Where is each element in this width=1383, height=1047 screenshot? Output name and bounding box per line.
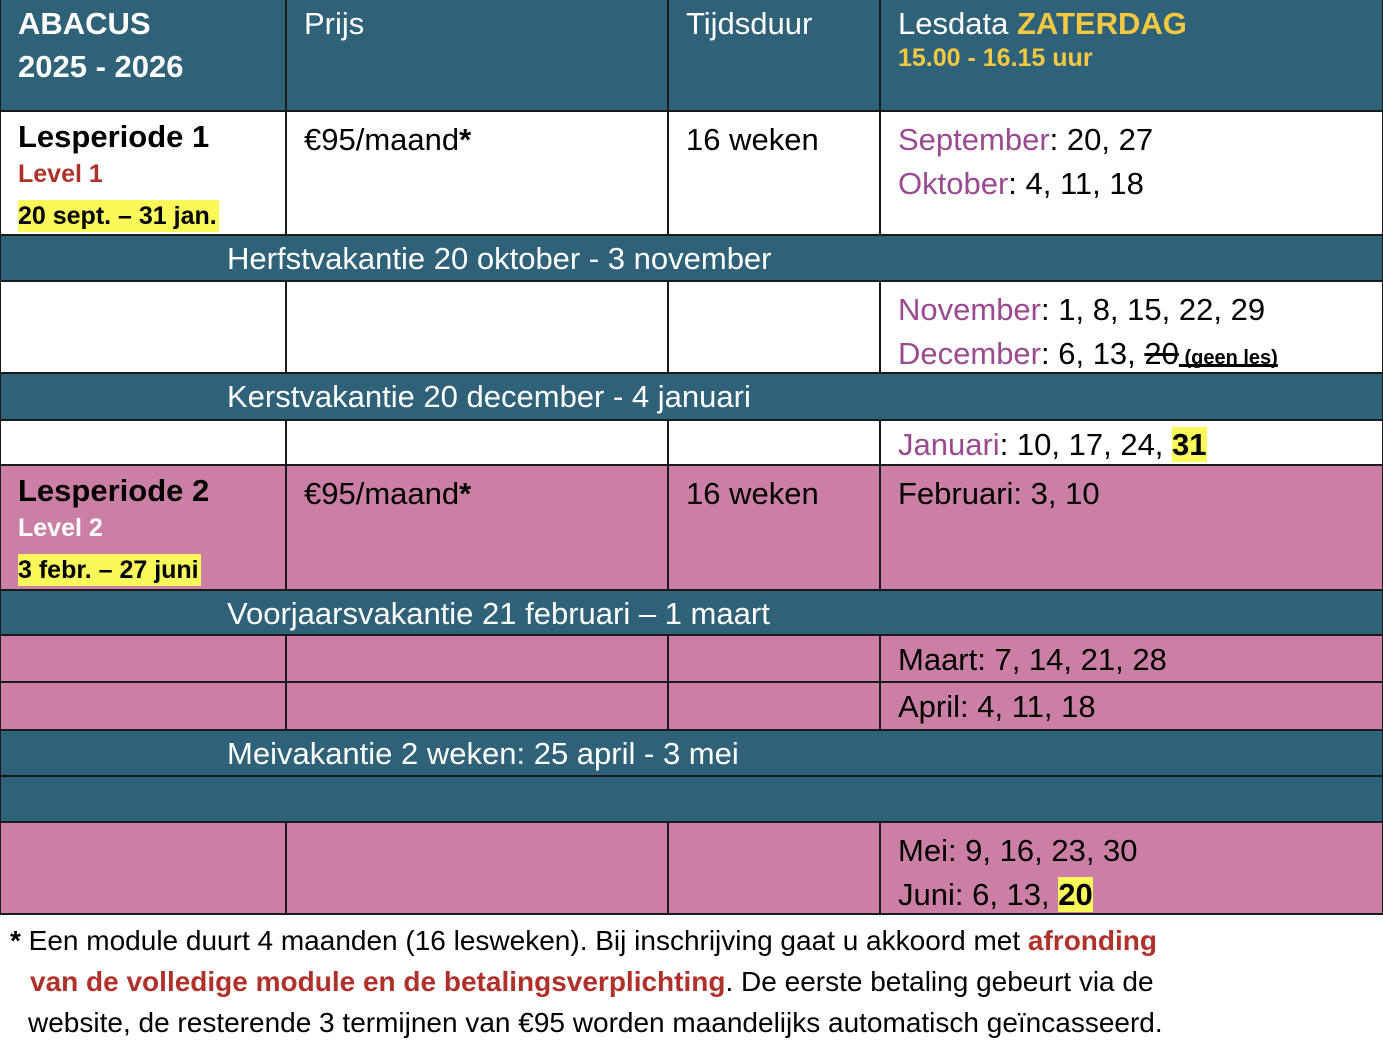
- footnote-text2: . De eerste betaling gebeurt via de: [725, 966, 1154, 998]
- december-cancelled-note: (geen les): [1178, 347, 1278, 370]
- holiday-band-empty: [1, 777, 1383, 823]
- novdec-cell-empty-1: [1, 282, 287, 374]
- april-cell-dates: [881, 683, 1383, 731]
- mayjune-cell-dates: [881, 823, 1383, 915]
- period2-price-mark: *: [459, 476, 472, 511]
- header-cell-dates: [881, 0, 1383, 112]
- december-month: December: [898, 336, 1041, 372]
- june-days: Juni: 6, 13,: [898, 877, 1059, 913]
- header-dates-day: ZATERDAG: [1016, 6, 1187, 41]
- novdec-cell-dates: [881, 282, 1383, 374]
- period2-cell-name: [1, 466, 287, 591]
- period2-duration: 16 weken: [686, 476, 819, 511]
- holiday-band-may: [1, 731, 1383, 777]
- period2-cell-dates: [881, 466, 1383, 591]
- april-line: April: 4, 11, 18: [898, 689, 1096, 724]
- period2-price: €95/maand: [304, 476, 460, 511]
- may-line: Mei: 9, 16, 23, 30: [898, 833, 1138, 868]
- april-cell-empty-2: [287, 683, 669, 731]
- period1-cell-price: [287, 112, 669, 236]
- period1-cell-name: [1, 112, 287, 236]
- period1-range: 20 sept. – 31 jan.: [18, 200, 219, 233]
- november-month: November: [898, 292, 1041, 327]
- december-cancelled-day: [1144, 336, 1277, 371]
- period1-cell-dates: [881, 112, 1383, 236]
- novdec-cell-empty-2: [287, 282, 669, 374]
- june-highlight-day: 20: [1058, 877, 1093, 913]
- period2-level: Level 2: [18, 513, 103, 542]
- january-days: : 10, 17, 24,: [999, 427, 1173, 462]
- march-cell-dates: [881, 636, 1383, 683]
- footnote-text1: Een module duurt 4 maanden (16 lesweken). Bij inschrijving gaat u akkoord met: [20, 925, 1028, 956]
- period1-price-mark: *: [459, 122, 472, 157]
- period2-cell-duration: [669, 466, 881, 591]
- novdec-cell-empty-3: [669, 282, 881, 374]
- march-cell-empty-1: [1, 636, 287, 683]
- holiday-band-christmas: [1, 374, 1383, 421]
- period1-level: Level 1: [18, 159, 103, 188]
- october-line: [898, 162, 1382, 206]
- holiday-spring-label: Voorjaarsvakantie 21 februari – 1 maart: [227, 596, 770, 631]
- period1-cell-duration: [669, 112, 881, 236]
- november-line: [898, 288, 1382, 332]
- january-cell-empty-2: [287, 421, 669, 466]
- header-dates-prefix: Lesdata: [898, 6, 1017, 41]
- march-cell-empty-2: [287, 636, 669, 683]
- march-cell-empty-3: [669, 636, 881, 683]
- january-cell-empty-3: [669, 421, 881, 466]
- header-cell-duration: [669, 0, 881, 112]
- header-title-line1: ABACUS: [18, 6, 151, 41]
- january-cell-empty-1: [1, 421, 287, 466]
- header-cell-price: [287, 0, 669, 112]
- april-cell-empty-3: [669, 683, 881, 731]
- holiday-band-spring: [1, 591, 1383, 636]
- footnote: [10, 920, 1375, 1043]
- september-month: September: [898, 122, 1050, 157]
- october-days: : 4, 11, 18: [1008, 166, 1144, 202]
- january-cell-dates: [881, 421, 1383, 466]
- holiday-christmas-label: Kerstvakantie 20 december - 4 januari: [227, 379, 751, 414]
- footnote-line3: website, de resterende 3 termijnen van €95 worden maandelijks automatisch geïncasseerd.: [28, 1007, 1163, 1039]
- period1-name: Lesperiode 1: [18, 119, 210, 154]
- december-cancelled-number: 20: [1144, 336, 1179, 372]
- period2-range: 3 febr. – 27 juni: [18, 554, 201, 587]
- march-line: Maart: 7, 14, 21, 28: [898, 642, 1167, 677]
- december-days: : 6, 13,: [1041, 336, 1145, 372]
- holiday-autumn-label: Herfstvakantie 20 oktober - 3 november: [227, 241, 772, 276]
- header-duration-label: Tijdsduur: [686, 6, 813, 41]
- header-cell-title: [1, 0, 287, 112]
- period1-duration: 16 weken: [686, 122, 819, 157]
- mayjune-cell-empty-1: [1, 823, 287, 915]
- header-price-label: Prijs: [304, 6, 365, 41]
- mayjune-cell-empty-3: [669, 823, 881, 915]
- period2-name: Lesperiode 2: [18, 473, 210, 508]
- footnote-line1: [10, 920, 1375, 961]
- september-line: [898, 118, 1382, 162]
- december-line: [898, 332, 1382, 374]
- october-month: Oktober: [898, 166, 1009, 202]
- footnote-line2: [10, 961, 1375, 1002]
- mayjune-cell-empty-2: [287, 823, 669, 915]
- header-title-line2: 2025 - 2026: [18, 49, 184, 85]
- holiday-band-autumn: [1, 236, 1383, 282]
- january-month: Januari: [898, 427, 1000, 462]
- january-line: [898, 423, 1382, 466]
- footnote-red1: afronding: [1027, 925, 1157, 956]
- period2-cell-price: [287, 466, 669, 591]
- june-line: [898, 873, 1382, 915]
- footnote-red2: van de volledige module en de betalingsverplichting: [30, 966, 726, 998]
- february-line: Februari: 3, 10: [898, 476, 1100, 511]
- period1-price: €95/maand: [304, 122, 460, 157]
- september-days: : 20, 27: [1049, 122, 1154, 157]
- holiday-may-label: Meivakantie 2 weken: 25 april - 3 mei: [227, 736, 739, 771]
- november-days: : 1, 8, 15, 22, 29: [1041, 292, 1266, 327]
- footnote-star: *: [10, 925, 21, 956]
- april-cell-empty-1: [1, 683, 287, 731]
- january-highlight-day: 31: [1172, 427, 1207, 462]
- header-dates-time: 15.00 - 16.15 uur: [898, 44, 1093, 73]
